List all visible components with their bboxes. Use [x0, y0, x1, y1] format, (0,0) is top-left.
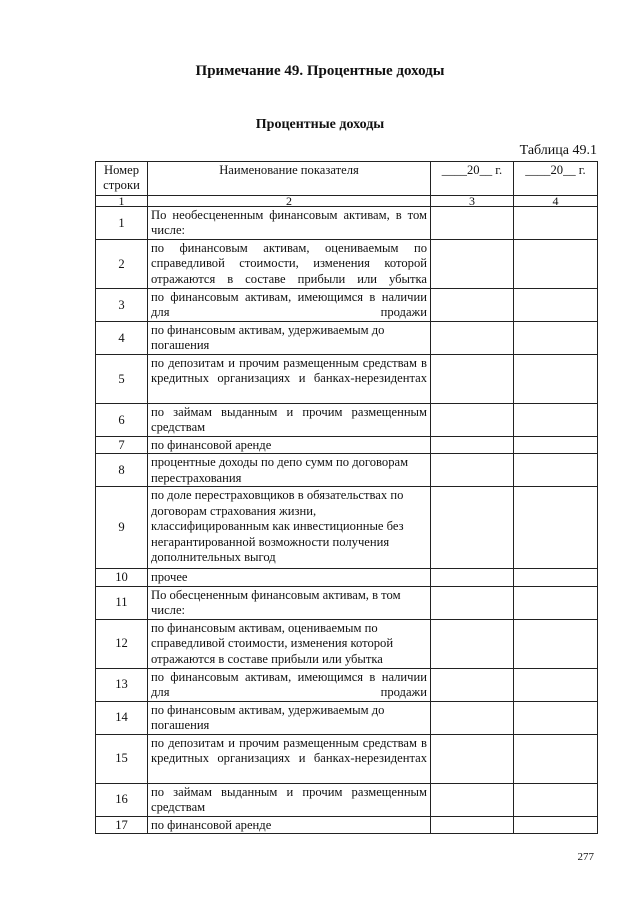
indicator-name: по займам выданным и прочим размещенным средствам [148, 783, 431, 816]
value-period-1 [431, 240, 514, 289]
row-number: 6 [96, 404, 148, 437]
indicator-name: по финансовой аренде [148, 437, 431, 454]
table-number: Таблица 49.1 [519, 143, 597, 158]
value-period-1 [431, 619, 514, 668]
value-period-1 [431, 734, 514, 783]
value-period-2 [514, 240, 598, 289]
row-number: 3 [96, 289, 148, 322]
value-period-2 [514, 619, 598, 668]
column-number: 4 [514, 196, 598, 207]
value-period-1 [431, 701, 514, 734]
row-number: 16 [96, 783, 148, 816]
document-title: Примечание 49. Процентные доходы [195, 63, 445, 79]
value-period-1 [431, 668, 514, 701]
value-period-2 [514, 437, 598, 454]
indicator-name: По необесцененным финансовым активам, в том числе: [148, 207, 431, 240]
indicator-name: по депозитам и прочим размещенным средствам в кредитных организациях и банках-нерезидентах [148, 355, 431, 404]
row-number: 15 [96, 734, 148, 783]
table-row [96, 586, 598, 619]
table-row [96, 454, 598, 487]
value-period-1 [431, 569, 514, 586]
header-row-number: Номер строки [96, 162, 148, 196]
row-number: 10 [96, 569, 148, 586]
value-period-2 [514, 701, 598, 734]
value-period-2 [514, 734, 598, 783]
table-row [96, 816, 598, 833]
value-period-2 [514, 487, 598, 569]
indicator-name: по финансовым активам, удерживаемым до погашения [148, 322, 431, 355]
value-period-2 [514, 586, 598, 619]
value-period-1 [431, 322, 514, 355]
row-number: 17 [96, 816, 148, 833]
row-number: 9 [96, 487, 148, 569]
value-period-2 [514, 404, 598, 437]
table-row [96, 487, 598, 569]
table-header-row [96, 162, 598, 196]
column-number-row [96, 196, 598, 207]
indicator-name: по депозитам и прочим размещенным средствам в кредитных организациях и банках-нерезидентах [148, 734, 431, 783]
row-number: 11 [96, 586, 148, 619]
value-period-2 [514, 322, 598, 355]
value-period-2 [514, 207, 598, 240]
indicator-name: процентные доходы по депо сумм по договорам перестрахования [148, 454, 431, 487]
value-period-2 [514, 355, 598, 404]
indicator-name: прочее [148, 569, 431, 586]
value-period-1 [431, 289, 514, 322]
value-period-2 [514, 289, 598, 322]
indicator-name: по доле перестраховщиков в обязательствах по договорам страхования жизни, классифицированным как инвестиционные без негарантированной возможности получения дополнительных выгод [148, 487, 431, 569]
page-number: 277 [577, 851, 594, 863]
column-number: 2 [148, 196, 431, 207]
row-number: 5 [96, 355, 148, 404]
row-number: 7 [96, 437, 148, 454]
row-number: 14 [96, 701, 148, 734]
row-number: 2 [96, 240, 148, 289]
table-row [96, 355, 598, 404]
indicator-name: по финансовым активам, оцениваемым по справедливой стоимости, изменения которой отражаются в составе прибыли или убытка [148, 619, 431, 668]
value-period-1 [431, 783, 514, 816]
indicator-name: по финансовой аренде [148, 816, 431, 833]
indicator-name: по финансовым активам, удерживаемым до погашения [148, 701, 431, 734]
row-number: 4 [96, 322, 148, 355]
indicator-name: по финансовым активам, имеющимся в наличии для продажи [148, 289, 431, 322]
header-indicator-name: Наименование показателя [148, 162, 431, 196]
value-period-2 [514, 454, 598, 487]
table-row [96, 404, 598, 437]
row-number: 1 [96, 207, 148, 240]
row-number: 12 [96, 619, 148, 668]
value-period-1 [431, 454, 514, 487]
value-period-1 [431, 816, 514, 833]
header-period-2: ____20__ г. [514, 162, 598, 196]
column-number: 3 [431, 196, 514, 207]
table-row [96, 437, 598, 454]
value-period-1 [431, 586, 514, 619]
table-row [96, 207, 598, 240]
table-row [96, 619, 598, 668]
header-period-1: ____20__ г. [431, 162, 514, 196]
value-period-1 [431, 487, 514, 569]
row-number: 13 [96, 668, 148, 701]
interest-income-table [95, 161, 598, 834]
table-row [96, 783, 598, 816]
table-row [96, 668, 598, 701]
value-period-2 [514, 569, 598, 586]
indicator-name: по займам выданным и прочим размещенным средствам [148, 404, 431, 437]
table-row [96, 734, 598, 783]
table-row [96, 569, 598, 586]
table-row [96, 701, 598, 734]
value-period-1 [431, 207, 514, 240]
indicator-name: по финансовым активам, оцениваемым по справедливой стоимости, изменения которой отражаются в составе прибыли или убытка [148, 240, 431, 289]
value-period-2 [514, 816, 598, 833]
value-period-2 [514, 783, 598, 816]
indicator-name: по финансовым активам, имеющимся в наличии для продажи [148, 668, 431, 701]
value-period-1 [431, 404, 514, 437]
value-period-1 [431, 437, 514, 454]
table-title: Процентные доходы [255, 117, 385, 132]
table-row [96, 289, 598, 322]
column-number: 1 [96, 196, 148, 207]
value-period-1 [431, 355, 514, 404]
table-row [96, 240, 598, 289]
indicator-name: По обесцененным финансовым активам, в том числе: [148, 586, 431, 619]
value-period-2 [514, 668, 598, 701]
table-row [96, 322, 598, 355]
row-number: 8 [96, 454, 148, 487]
